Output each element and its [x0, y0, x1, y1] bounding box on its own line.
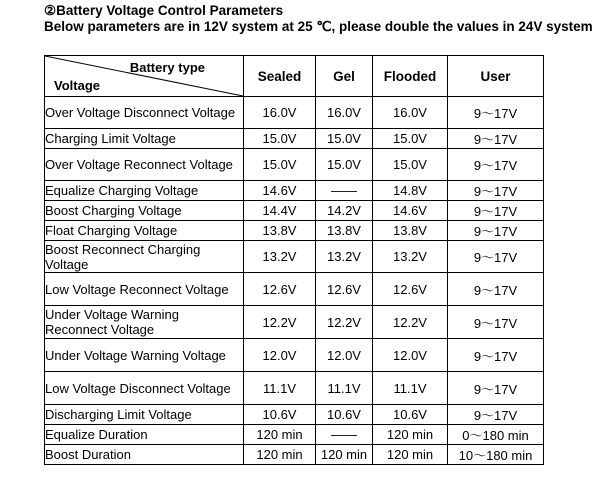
row-label: Over Voltage Reconnect Voltage: [45, 149, 244, 181]
table-row: [45, 445, 544, 465]
table-cell: 15.0V: [316, 149, 373, 181]
table-row: [45, 201, 544, 221]
table-cell: 9～17V: [448, 129, 544, 149]
table-cell: 120 min: [244, 425, 316, 445]
row-label: Boost Charging Voltage: [45, 201, 244, 221]
column-header-flooded: Flooded: [373, 56, 448, 97]
row-label: Under Voltage Warning Voltage: [45, 339, 244, 372]
section-title: ②Battery Voltage Control Parameters: [44, 3, 284, 18]
table-cell: 12.0V: [316, 339, 373, 372]
column-header-user: User: [448, 56, 544, 97]
table-row: [45, 372, 544, 405]
table-cell: 15.0V: [373, 129, 448, 149]
table-cell: 13.2V: [316, 241, 373, 273]
table-cell: 13.2V: [373, 241, 448, 273]
table-cell: 9～17V: [448, 306, 544, 339]
row-label: Under Voltage Warning Reconnect Voltage: [45, 306, 244, 339]
table-row: [45, 405, 544, 425]
table-row: [45, 273, 544, 306]
table-cell: 10.6V: [373, 405, 448, 425]
table-cell: 11.1V: [316, 372, 373, 405]
table-cell: 14.8V: [373, 181, 448, 201]
table-cell: 12.2V: [244, 306, 316, 339]
table-cell: 16.0V: [244, 97, 316, 129]
table-body: [45, 97, 544, 465]
table-row: [45, 306, 544, 339]
table-cell: 13.8V: [373, 221, 448, 241]
table-cell: 14.2V: [316, 201, 373, 221]
table-cell: 120 min: [244, 445, 316, 465]
table-header-row: [45, 56, 544, 97]
table-cell: 120 min: [316, 445, 373, 465]
table-cell: 9～17V: [448, 372, 544, 405]
table-cell: 9～17V: [448, 241, 544, 273]
table-cell: 12.2V: [373, 306, 448, 339]
table-cell: 9～17V: [448, 221, 544, 241]
table-cell: 15.0V: [244, 129, 316, 149]
table-cell: 16.0V: [373, 97, 448, 129]
row-label: Equalize Duration: [45, 425, 244, 445]
table-cell: 10.6V: [244, 405, 316, 425]
table-cell: 12.6V: [373, 273, 448, 306]
table-cell: 9～17V: [448, 405, 544, 425]
table-cell: 11.1V: [244, 372, 316, 405]
table-cell: 15.0V: [244, 149, 316, 181]
row-label: Equalize Charging Voltage: [45, 181, 244, 201]
table-row: [45, 149, 544, 181]
table-cell: 9～17V: [448, 97, 544, 129]
row-label: Discharging Limit Voltage: [45, 405, 244, 425]
section-heading: [44, 3, 604, 34]
battery-type-label: Battery type: [129, 60, 205, 75]
table-cell: 15.0V: [316, 129, 373, 149]
table-cell: 15.0V: [373, 149, 448, 181]
row-label: Boost Reconnect Charging Voltage: [45, 241, 244, 273]
row-label: Charging Limit Voltage: [45, 129, 244, 149]
table-row: [45, 129, 544, 149]
row-label: Over Voltage Disconnect Voltage: [45, 97, 244, 129]
table-cell: 14.6V: [244, 181, 316, 201]
column-header-gel: Gel: [316, 56, 373, 97]
table-cell: 13.8V: [244, 221, 316, 241]
table-row: [45, 181, 544, 201]
table-row: [45, 425, 544, 445]
table-cell: 120 min: [373, 425, 448, 445]
row-label: Float Charging Voltage: [45, 221, 244, 241]
table-cell: 13.2V: [244, 241, 316, 273]
row-label: Boost Duration: [45, 445, 244, 465]
table-row: [45, 339, 544, 372]
table-cell: 12.0V: [373, 339, 448, 372]
table-row: [45, 221, 544, 241]
table-cell: 9～17V: [448, 339, 544, 372]
table-row: [45, 241, 544, 273]
table-cell: ——: [316, 181, 373, 201]
table-cell: ——: [316, 425, 373, 445]
voltage-label: Voltage: [54, 78, 100, 93]
section-subtitle: Below parameters are in 12V system at 25 ℃, please double the values in 24V system: [44, 19, 593, 34]
table-cell: 9～17V: [448, 149, 544, 181]
battery-voltage-table: [44, 55, 544, 465]
corner-header-cell: [45, 56, 244, 97]
row-label: Low Voltage Reconnect Voltage: [45, 273, 244, 306]
table-cell: 9～17V: [448, 201, 544, 221]
table-cell: 12.2V: [316, 306, 373, 339]
table-cell: 12.6V: [244, 273, 316, 306]
table-cell: 16.0V: [316, 97, 373, 129]
column-header-sealed: Sealed: [244, 56, 316, 97]
table-cell: 120 min: [373, 445, 448, 465]
table-cell: 9～17V: [448, 273, 544, 306]
table-cell: 9～17V: [448, 181, 544, 201]
table-cell: 12.0V: [244, 339, 316, 372]
table-cell: 10.6V: [316, 405, 373, 425]
table-cell: 12.6V: [316, 273, 373, 306]
table-cell: 11.1V: [373, 372, 448, 405]
row-label: Low Voltage Disconnect Voltage: [45, 372, 244, 405]
table-cell: 14.6V: [373, 201, 448, 221]
table-row: [45, 97, 544, 129]
table-cell: 10～180 min: [448, 445, 544, 465]
table-cell: 13.8V: [316, 221, 373, 241]
table-cell: 0～180 min: [448, 425, 544, 445]
table-cell: 14.4V: [244, 201, 316, 221]
